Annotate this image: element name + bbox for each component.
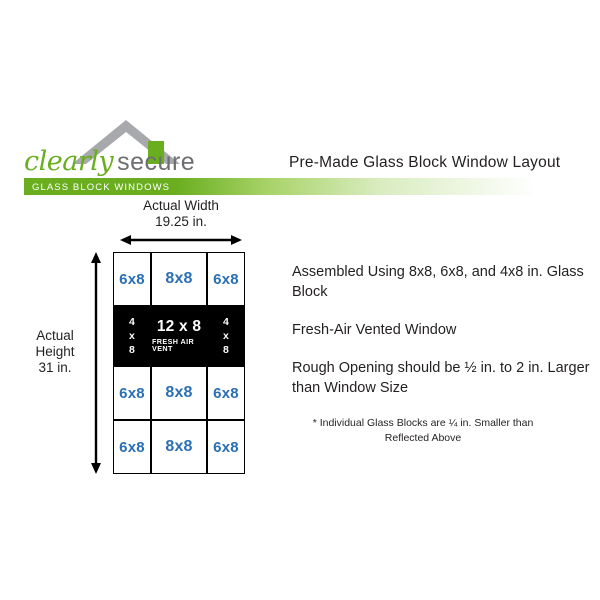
block-cell: 8x8 [151, 252, 207, 306]
actual-height-label-line2: Height [35, 344, 75, 359]
logo-tagline: GLASS BLOCK WINDOWS [32, 181, 171, 193]
detail-line-assembly: Assembled Using 8x8, 6x8, and 4x8 in. Glass Block [292, 264, 584, 300]
actual-width-value: 19.25 in. [155, 214, 207, 229]
block-cell: 8x8 [151, 366, 207, 420]
block-cell: 6x8 [113, 366, 151, 420]
block-cell: 6x8 [207, 420, 245, 474]
detail-footnote: * Individual Glass Blocks are ¼ in. Smaller than Reflected Above [312, 417, 534, 444]
side-block-digit: 8 [222, 344, 230, 357]
logo-word-clearly: clearly [24, 146, 114, 177]
block-cell: 6x8 [113, 420, 151, 474]
detail-line-vented: Fresh-Air Vented Window [292, 322, 457, 338]
page-header [0, 118, 600, 198]
block-cell-side-right [207, 306, 245, 366]
actual-width-label-line1: Actual Width [143, 198, 219, 213]
block-cell-side-left [113, 306, 151, 366]
header-accent-rule [176, 178, 600, 195]
vent-caption: FRESH AIR VENT [152, 336, 195, 354]
actual-height-label [22, 328, 88, 376]
block-cell: 6x8 [113, 252, 151, 306]
side-block-x: x [128, 329, 136, 342]
side-block-digit: 4 [128, 315, 136, 328]
logo-word-secure: secure [117, 148, 196, 176]
width-dimension-arrow [120, 233, 242, 245]
block-cell: 6x8 [207, 252, 245, 306]
side-block-digit: 8 [128, 344, 136, 357]
actual-width-label [113, 198, 249, 230]
side-block-x: x [222, 329, 230, 342]
block-cell: 8x8 [151, 420, 207, 474]
actual-height-label-line1: Actual [36, 328, 74, 343]
fresh-air-vent-cell [151, 306, 207, 366]
glass-block-grid [113, 252, 245, 474]
details-text-block [292, 262, 592, 446]
actual-height-value: 31 in. [38, 360, 72, 375]
logo-wordmark [24, 146, 204, 176]
vent-size-label: 12 x 8 [156, 318, 202, 336]
height-dimension-arrow [90, 252, 102, 474]
detail-line-rough-opening: Rough Opening should be ½ in. to 2 in. Larger than Window Size [292, 360, 590, 396]
block-cell: 6x8 [207, 366, 245, 420]
logo-tagline-bar [24, 178, 200, 195]
page-title: Pre-Made Glass Block Window Layout [289, 154, 561, 171]
side-block-digit: 4 [222, 315, 230, 328]
